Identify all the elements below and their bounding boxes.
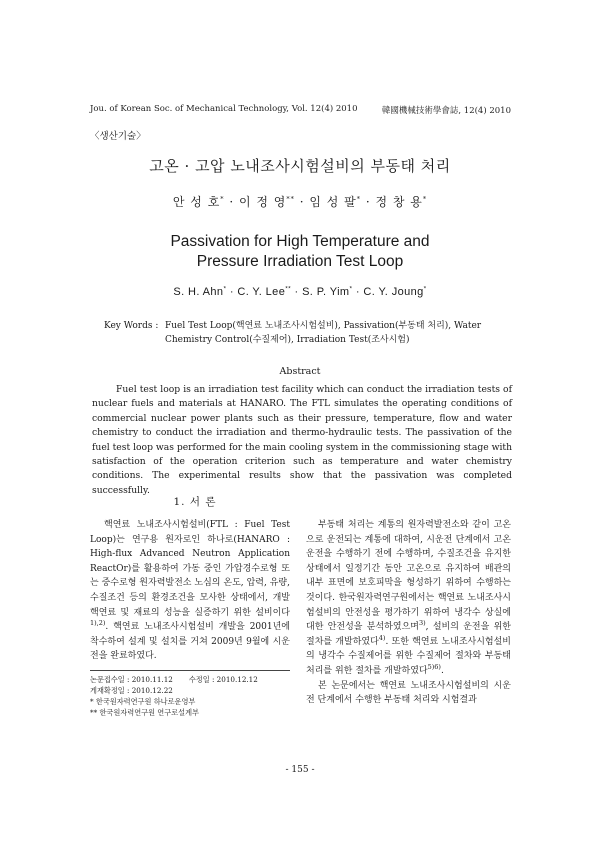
author-ko-2: 이 정 영 <box>238 195 287 209</box>
right-col-text-1: 부동태 처리는 계통의 원자력발전소와 같이 고온으로 운전되는 계통에 대하여, 시운전 단계에서 고온운전을 수행하기 전에 수행하며, 수질조건을 유지한 상태에서 일정기간 동안 고온으로 유지하여 배관의 내부 표면에 보호피막을 형성하기 위하여 수행하는 것이다. 한국원자력연구원에서는 핵연료 노내조사시험설비의 안전성을 평가하기 위하여 냉각수 상실에 대한 안전성을 분석하였으며 <box>306 520 511 633</box>
footnote-accepted: 게재확정일 : 2010.12.22 <box>90 686 173 695</box>
body-left-column <box>90 518 290 664</box>
author-en-4: C. Y. Joung <box>363 286 424 298</box>
keywords-text: Fuel Test Loop(핵연료 노내조사시험설비), Passivation(부동태 처리), Water Chemistry Control(수질제어), Irradiation Test(조사시험) <box>165 321 482 345</box>
author-en-2-mark: ** <box>285 285 292 293</box>
author-ko-1: 안 성 호 <box>172 195 221 209</box>
paper-title-korean: 고온 · 고압 노내조사시험설비의 부동태 처리 <box>149 157 451 175</box>
authors-korean <box>0 193 600 210</box>
author-ko-3: 임 성 팔 <box>309 195 357 209</box>
footnote-affiliation-1: * 한국원자력연구원 하나로운영부 <box>90 697 196 706</box>
left-col-text-2: . 핵연료 노내조사시험설비 개발을 2001년에 착수하여 설계 및 설치를 거쳐 2009년 9월에 시운전을 완료하였다. <box>90 622 290 662</box>
paper-title-english <box>0 232 600 272</box>
keywords-label: Key Words : <box>104 321 159 331</box>
journal-header-right: 韓國機械技術學會誌, 12(4) 2010 <box>381 106 511 116</box>
author-en-1: S. H. Ahn <box>173 286 224 298</box>
author-ko-4-mark: * <box>422 195 428 203</box>
author-ko-4: 정 창 용 <box>375 195 423 209</box>
page-number: - 155 - <box>285 765 315 775</box>
body-right-column <box>306 518 511 708</box>
footnote-affiliation-2: ** 한국원자력연구원 연구로설계부 <box>90 708 199 717</box>
author-en-4-mark: * <box>423 285 427 293</box>
right-col-text-4: . <box>440 665 444 676</box>
author-separator: · <box>226 286 238 298</box>
author-en-1-mark: * <box>223 285 227 293</box>
paper-title-english-line1: Passivation for High Temperature and <box>170 233 430 250</box>
section-1-heading: 1. 서 론 <box>173 496 217 508</box>
authors-english <box>0 286 600 298</box>
footnote-dates: 논문접수일 : 2010.11.12 수정일 : 2010.12.12 <box>90 675 258 684</box>
footnotes <box>90 674 300 718</box>
right-col-text-3: . 또한 핵연료 노내조사시험설비의 냉각수 수질제어를 위한 수질제어 절차와 부동태 처리를 위한 절차를 개발하였다 <box>306 636 511 676</box>
reference-marker: 4) <box>378 633 386 642</box>
footnote-divider <box>90 670 290 671</box>
author-en-3-mark: * <box>349 285 353 293</box>
author-separator: · <box>224 195 239 209</box>
author-separator: · <box>361 195 376 209</box>
reference-marker: 1),2) <box>90 619 106 628</box>
reference-marker: 5)6) <box>427 662 441 671</box>
right-col-text-2: , 설비의 운전을 위한 절차를 개발하였다 <box>306 622 511 647</box>
right-col-paragraph-2: 본 논문에서는 핵연료 노내조사시험설비의 시운전 단계에서 수행한 부동태 처리와 시험결과 <box>306 680 511 706</box>
author-ko-1-mark: * <box>220 195 225 203</box>
abstract-body: Fuel test loop is an irradiation test facility which can conduct the irradiation tests of nuclear fuels and materials at HANARO. The FTL simulates the operating conditions of commercial nuclear power plants such as their pressure, temperature, flow and water chemistry to conduct the irradiation and thermo-hydraulic tests. The passivation of the fuel test loop was performed for the main cooling system in the commissioning stage with satisfaction of the operation criterion such as temperature and water chemistry conditions. The experimental results show that the passivation was completed successfully. <box>92 384 512 496</box>
section-tag: 〈생산기술〉 <box>90 131 146 142</box>
author-ko-3-mark: * <box>356 195 361 203</box>
author-separator: · <box>291 286 303 298</box>
author-en-2: C. Y. Lee <box>237 286 286 298</box>
author-separator: · <box>352 286 364 298</box>
journal-header-left: Jou. of Korean Soc. of Mechanical Technology, Vol. 12(4) 2010 <box>90 104 358 114</box>
paper-title-english-line2: Pressure Irradiation Test Loop <box>196 253 404 270</box>
right-col-paragraph-1 <box>306 518 511 679</box>
reference-marker: 3) <box>418 619 426 628</box>
left-col-text-1: 핵연료 노내조사시험설비(FTL : Fuel Test Loop)는 연구용 원자로인 하나로(HANARO : High-flux Advanced Neutron Application ReactOr)를 활용하여 가동 중인 가압경수로형 또는 중수로형 원자력발전소 노심의 온도, 압력, 유량, 수질조건 등의 환경조건을 모사한 상태에서, 개발 핵연료 및 재료의 성능을 실증하기 위한 설비이다 <box>90 520 290 618</box>
author-separator: · <box>294 195 310 209</box>
author-ko-2-mark: ** <box>286 195 295 203</box>
abstract-title: Abstract <box>279 366 321 377</box>
author-en-3: S. P. Yim <box>302 286 350 298</box>
